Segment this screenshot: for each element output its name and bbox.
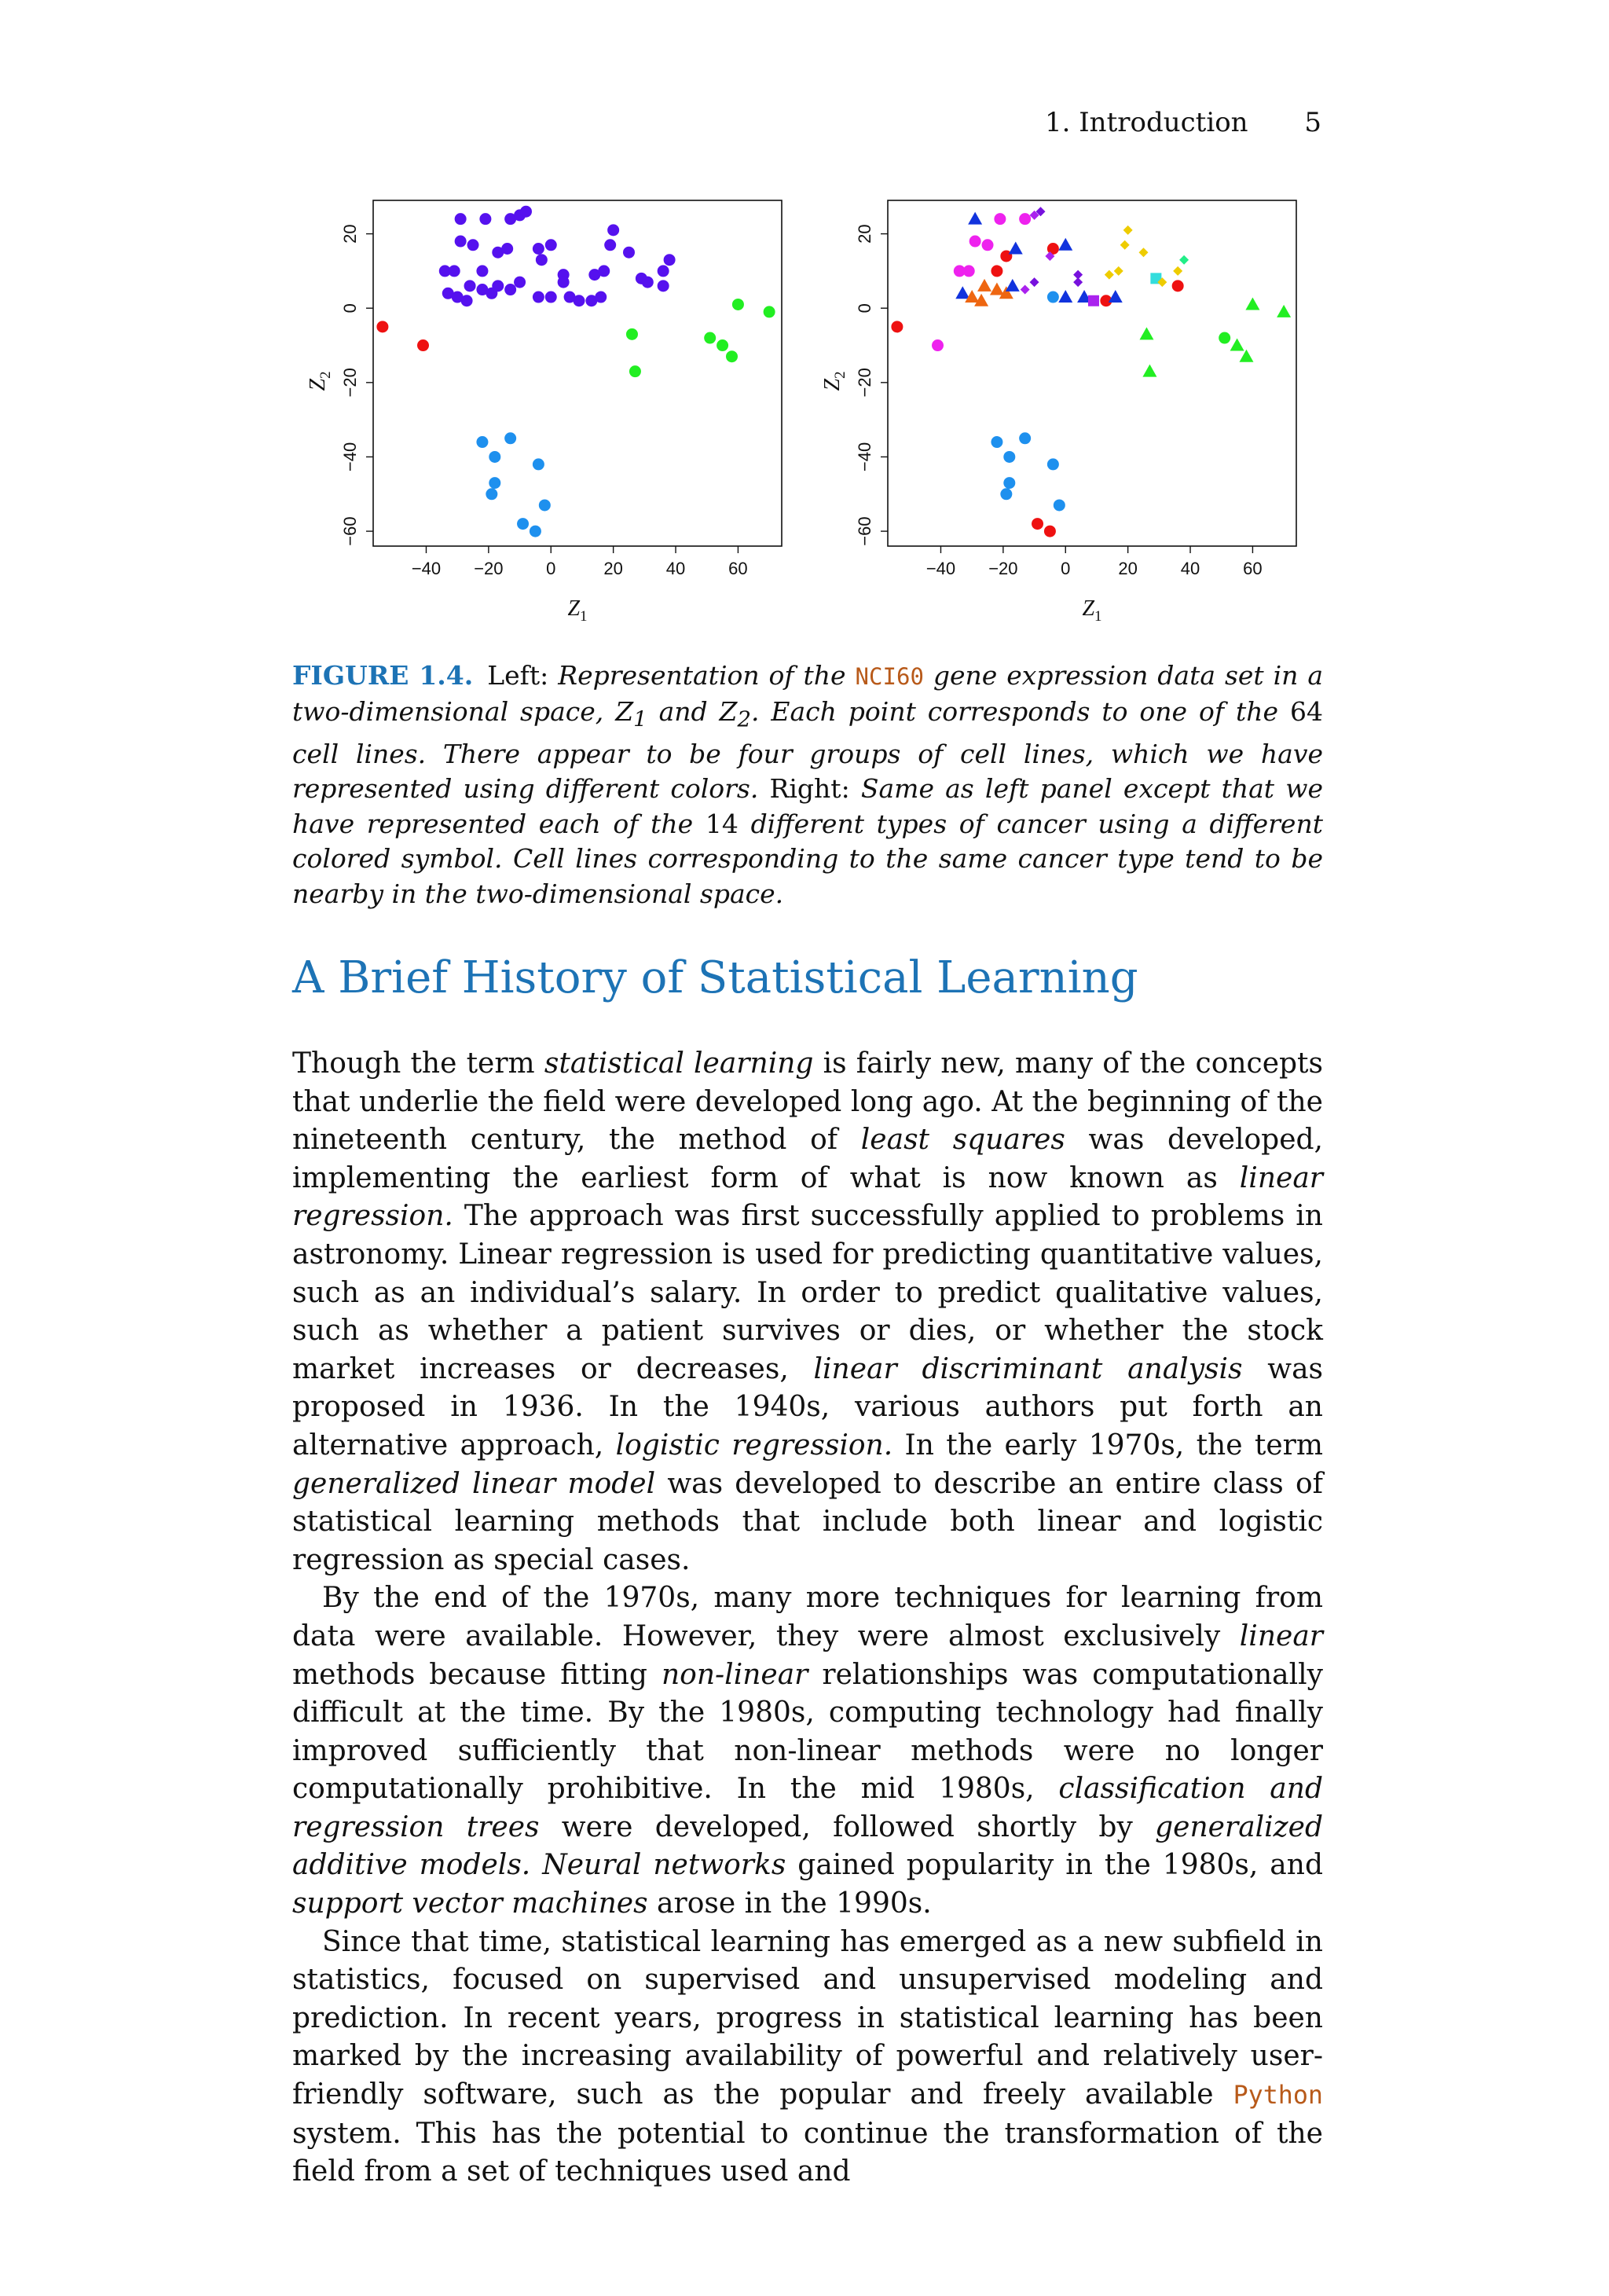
page-number: 5 [1304, 107, 1321, 138]
x-tick-label: 40 [1180, 559, 1200, 578]
scatter-plot-left [275, 189, 794, 647]
data-point-triangle [1277, 305, 1291, 317]
data-point [545, 292, 557, 303]
data-point [642, 277, 654, 288]
data-point [1044, 526, 1056, 537]
data-point [514, 277, 526, 288]
y-tick-label: 20 [855, 224, 874, 244]
scatter-svg-left [275, 189, 794, 644]
scatter-svg-right [790, 189, 1308, 644]
software-name: Python [1233, 2081, 1323, 2111]
data-point [932, 339, 944, 351]
data-point-triangle [1139, 327, 1153, 339]
data-point [891, 321, 903, 332]
caption-right-word: Right: [769, 773, 850, 805]
data-point [1003, 477, 1015, 489]
data-point [573, 295, 585, 306]
data-point [1219, 332, 1230, 344]
data-point [455, 236, 467, 248]
data-point-diamond [1021, 285, 1030, 295]
data-point [492, 280, 504, 292]
figure-caption [292, 658, 1323, 911]
data-point [486, 488, 497, 500]
data-point [726, 350, 738, 362]
x-tick-label: −20 [474, 559, 504, 578]
caption-number: 64 [1289, 695, 1323, 727]
paragraph-2: By the end of the 1970s, many more techniques for learning from data were available. However, they were almost exclusively linear methods because fitting non-linear relationships was computationally difficult at the time. By the 1980s, computing technology had finally improved sufficiently that non-linear methods were no longer computationally prohibitive. In the mid 1980s, classification and regression trees were developed, followed shortly by generalized additive models. Neural networks gained popularity in the 1980s, and support vector machines arose in the 1990s. [292, 1582, 1323, 1920]
data-point-triangle [1058, 238, 1072, 251]
caption-number: 14 [705, 808, 739, 839]
caption-text: different types of cancer using a different colored symbol. Cell lines corresponding to the same cancer type tend to be nearby in the two-dimensional space. [292, 808, 1323, 909]
caption-text: . Each point corresponds to one of the [750, 695, 1279, 727]
data-point-diamond [1179, 255, 1189, 265]
data-point-triangle [1006, 279, 1020, 292]
data-point-diamond [1123, 226, 1133, 235]
caption-text: gene expression data set in a two-dimensional space, [292, 660, 1323, 727]
data-point [479, 213, 491, 225]
caption-left-word: Left: [487, 660, 549, 691]
caption-text: Representation of the [558, 660, 846, 691]
data-point [629, 365, 641, 377]
figure-label: FIGURE 1.4. [292, 660, 474, 691]
x-tick-label: 20 [1118, 559, 1138, 578]
data-point [489, 451, 500, 463]
plot-frame [373, 200, 782, 546]
z1-symbol: $Z_1$ [615, 695, 647, 732]
data-point [489, 477, 500, 489]
section-title: A Brief History of Statistical Learning [292, 952, 1138, 1003]
y-tick-label: 0 [340, 303, 360, 314]
data-point [994, 213, 1006, 225]
y-tick-label: −60 [340, 516, 360, 546]
data-point [732, 299, 744, 310]
x-tick-label: 20 [603, 559, 623, 578]
data-point-triangle [1009, 242, 1023, 255]
data-point [717, 339, 728, 351]
data-point [545, 239, 557, 251]
y-axis-title: $Z_2$ [820, 371, 848, 391]
y-tick-label: −20 [340, 368, 360, 398]
data-point-diamond [1114, 266, 1123, 276]
x-tick-label: 0 [1061, 559, 1071, 578]
y-tick-label: 0 [855, 303, 874, 314]
data-point [1019, 213, 1031, 225]
data-point [1172, 280, 1184, 292]
data-point-triangle [1239, 350, 1253, 362]
data-point [461, 295, 473, 306]
data-point-diamond [1073, 277, 1083, 287]
z2-symbol: $Z_2$ [719, 695, 751, 732]
data-point-triangle [977, 279, 991, 292]
data-point [376, 321, 388, 332]
data-point [504, 284, 516, 295]
data-point [982, 239, 994, 251]
data-point [623, 247, 635, 259]
data-point [1000, 488, 1012, 500]
paragraph-3: Since that time, statistical learning has emerged as a new subfield in statistics, focused on supervised and unsupervised modeling and prediction. In recent years, progress in statistical learning has been marked by the increasing availability of powerful and relatively user-friendly software, such as the popular and freely available Python system. This has the potential to continue the transformation of the field from a set of techniques used and [292, 1925, 1323, 2188]
data-point [604, 239, 616, 251]
data-point [607, 224, 619, 236]
y-tick-label: −20 [855, 368, 874, 398]
data-point [417, 339, 429, 351]
data-point [658, 280, 669, 292]
data-point [449, 265, 460, 277]
data-point [517, 518, 529, 530]
data-point [598, 265, 610, 277]
y-tick-label: −40 [340, 442, 360, 472]
running-head [1045, 107, 1321, 138]
data-point-triangle [1245, 297, 1259, 310]
data-point [664, 254, 676, 266]
dataset-name: NCI60 [855, 663, 924, 690]
data-point-triangle [968, 212, 982, 225]
y-tick-label: −60 [855, 516, 874, 546]
data-point-diamond [1030, 277, 1039, 287]
data-point [595, 292, 607, 303]
data-point [501, 243, 513, 255]
caption-text: cell lines. There appear to be four groups of cell lines, which we have represented using different colors. [292, 738, 1323, 805]
data-point [455, 213, 467, 225]
data-point [1019, 432, 1031, 444]
data-point [626, 328, 638, 340]
data-point [530, 526, 541, 537]
data-point [969, 236, 981, 248]
scatter-plot-right [790, 189, 1308, 647]
data-point [764, 306, 775, 317]
data-point-triangle [1142, 365, 1156, 377]
x-tick-label: −20 [988, 559, 1018, 578]
y-tick-label: −40 [855, 442, 874, 472]
data-point [1047, 292, 1059, 303]
data-point [558, 277, 570, 288]
x-axis-title: $Z_1$ [567, 596, 588, 625]
x-tick-label: −40 [411, 559, 442, 578]
x-tick-label: 0 [546, 559, 556, 578]
data-point-diamond [1105, 270, 1114, 280]
y-tick-label: 20 [340, 224, 360, 244]
x-tick-label: 60 [1243, 559, 1263, 578]
data-point [533, 292, 544, 303]
data-point [520, 206, 532, 218]
chapter-title: 1. Introduction [1045, 107, 1248, 138]
y-axis-title: $Z_2$ [306, 371, 334, 391]
data-point-square [1088, 295, 1099, 306]
data-point-diamond [1173, 266, 1182, 276]
x-tick-label: 40 [665, 559, 686, 578]
data-point [533, 243, 544, 255]
data-point-triangle [1109, 290, 1123, 303]
data-point-triangle [955, 286, 969, 299]
body-text [292, 1045, 1323, 2191]
data-point [464, 280, 476, 292]
x-tick-label: 60 [728, 559, 748, 578]
data-point [1003, 451, 1015, 463]
x-axis-title: $Z_1$ [1082, 596, 1102, 625]
data-point [533, 458, 544, 470]
data-point-triangle [1058, 290, 1072, 303]
data-point [467, 239, 479, 251]
data-point [704, 332, 716, 344]
data-point [658, 265, 669, 277]
data-point-triangle [990, 283, 1004, 295]
data-point [963, 265, 975, 277]
data-point [476, 436, 488, 448]
data-point [1032, 518, 1043, 530]
data-point-diamond [1120, 240, 1130, 250]
data-point-diamond [1138, 248, 1148, 257]
data-point [476, 265, 488, 277]
x-tick-label: −40 [925, 559, 956, 578]
data-point-triangle [1230, 339, 1244, 351]
data-point [539, 499, 551, 511]
paragraph-1: Though the term statistical learning is fairly new, many of the concepts that underlie the field were developed long ago. At the beginning of the nineteenth century, the method of least squares was developed, implementing the earliest form of what is now known as linear regression. The approach was first successfully applied to problems in astronomy. Linear regression is used for predicting quantitative values, such as an individual’s salary. In order to predict qualitative values, such as whether a patient survives or dies, or whether the stock market increases or decreases, linear discriminant analysis was proposed in 1936. In the 1940s, various authors put forth an alternative approach, logistic regression. In the early 1970s, the term generalized linear model was developed to describe an entire class of statistical learning methods that include both linear and logistic regression as special cases. [292, 1047, 1324, 1576]
caption-text: Same as left panel except that we have represented each of the [292, 773, 1324, 839]
data-point [1047, 458, 1059, 470]
data-point [536, 254, 548, 266]
data-point [991, 436, 1002, 448]
caption-text: and [658, 695, 708, 727]
data-point [991, 265, 1002, 277]
data-point [504, 432, 516, 444]
data-point [1054, 499, 1065, 511]
plot-frame [888, 200, 1296, 546]
